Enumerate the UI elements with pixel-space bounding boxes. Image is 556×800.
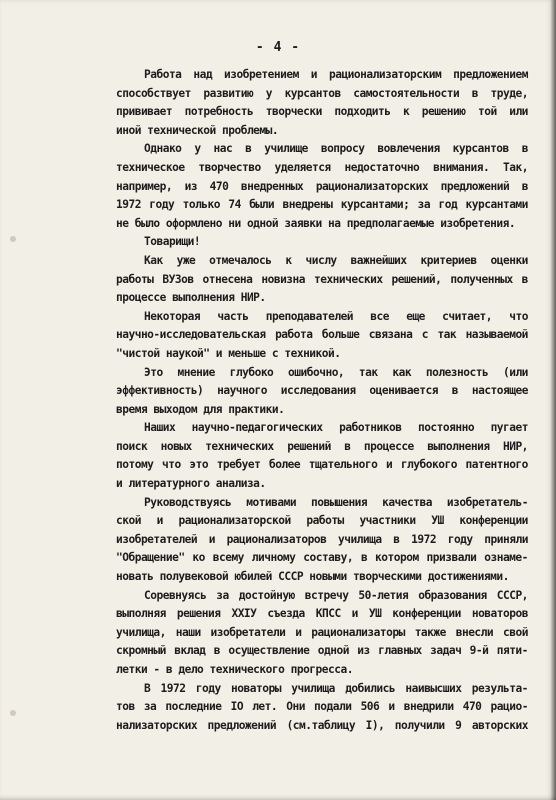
text-line [116,624,528,643]
word: уже [176,253,196,267]
word: вклад [174,644,206,658]
word: лет. [252,700,278,714]
word: 470 [462,700,482,714]
word: приняли [484,532,528,546]
word: или [509,105,528,119]
word: и [388,700,395,714]
word: полученных [450,272,513,286]
word: у [265,86,273,100]
word: внимания. [433,160,490,174]
word: работы [116,272,154,286]
word: и [208,532,215,546]
word: научно-педагогических [191,421,323,435]
word: называемой [465,328,528,342]
word: внедренных [240,179,304,193]
word: и [295,625,302,639]
text-line [116,642,528,661]
word: Некоторая [144,309,201,323]
word: 74 [228,198,241,212]
word: техническое [116,160,185,174]
text-line [116,661,528,680]
word: часть [217,309,249,323]
word: как [392,365,412,379]
text-line [116,698,528,717]
word: осуществление [228,644,310,658]
word: Руководствуясь [144,495,232,509]
binder-hole-mark [10,710,16,716]
word: 1972 [160,681,186,695]
word: критериев [420,253,477,267]
word: рационализаторов [226,532,327,546]
word: в [471,86,479,100]
word: только [182,198,221,212]
text-line [116,475,528,494]
text-line [116,401,528,420]
word: IO [230,700,244,714]
text-line [116,85,528,104]
text-line [116,122,528,141]
word: УШ [431,514,444,528]
text-line [116,196,528,215]
text-line [116,326,528,345]
word: труде, [490,86,528,100]
word: были [249,198,275,212]
word: изобретатель- [446,495,528,509]
word: из [184,179,198,193]
text-line [116,382,528,401]
text-line [116,289,528,308]
word: еще [406,309,425,323]
word: с [421,328,429,342]
word: подали [314,700,352,714]
word: рационализаторским [328,68,442,81]
word: подходить [334,105,391,119]
page-number: - 4 - [255,40,301,55]
word: например, [116,179,173,193]
binder-hole-mark [10,236,16,242]
word: эффективность) [116,384,204,398]
text-line [116,531,528,550]
text-line [116,438,528,457]
word: к [285,253,292,267]
word: и [351,607,358,621]
word: В [144,681,151,695]
text-line [116,159,528,178]
word: рационализаторских [315,179,429,193]
word: тщательного [308,458,378,472]
word: I), [365,718,385,732]
word: все [370,309,389,323]
word: училища, [116,625,166,639]
word: изобретатели [210,625,286,639]
word: требует [216,458,261,472]
word: пяти- [496,644,528,658]
word: составу, [303,551,354,565]
word: 470 [209,179,229,193]
word: 1972 [116,198,141,212]
text-line [116,66,528,85]
word: и [385,458,393,472]
word: связана [368,328,413,342]
word: Работа [144,68,182,81]
word: что [509,309,528,323]
word: оценивается [369,384,438,398]
word: за [143,700,157,714]
text-line [116,308,528,327]
word: в [213,644,221,658]
word: рационализаторы [311,625,405,639]
word: преподавателей [265,309,354,323]
word: важнейших [350,253,407,267]
text-line [116,494,528,513]
word: ской [116,514,141,528]
word: внесли [455,625,494,639]
word: считает, [442,309,493,323]
text-line [116,680,528,699]
word: в [521,179,528,193]
word: призвали [426,551,477,565]
word: отнесена [202,272,253,286]
text-line [116,419,528,438]
text-line-content: и литературного анализа. [116,477,266,491]
word: конференции [459,514,528,528]
text-line-content: "чистой наукой" и меньше с техникой. [116,346,341,360]
word: у [194,142,201,156]
word: более [268,458,301,472]
text-line [116,717,528,736]
word: выполняя [116,607,166,621]
word: настоящее [471,384,528,398]
page-edge-shadow [550,0,556,800]
word: наивысших [405,681,462,695]
text-line-content: новать полувековой юбилей СССР новыми творческими достижениями. [116,570,509,584]
word: рацио- [490,700,528,714]
word: работников [339,421,402,435]
word: в [245,142,252,156]
word: уделяется [274,160,331,174]
word: внедрены [282,198,333,212]
word: добились [345,681,396,695]
word: ко [192,551,205,565]
word: личному [251,551,296,565]
word: нас [213,142,233,156]
text-line [116,345,528,364]
text-line [116,364,528,383]
word: нализаторских [116,718,198,732]
word: оценки [490,253,528,267]
text-line-content: не было оформлено ни одной заявки на предполагаемые изобретения. [116,216,516,230]
word: научного [217,384,267,398]
word: полезность [425,365,489,379]
word: самостоятельности [353,86,460,100]
word: вовлечения [377,142,440,156]
word: (см.таблицу [286,718,356,732]
word: развитию [203,86,254,100]
text-line [116,512,528,531]
word: в [393,532,400,546]
word: наши [175,625,201,639]
word: в [521,272,528,286]
word: потому [116,458,154,472]
word: в [360,551,368,565]
word: курсантами; [340,198,410,212]
word: отмечалось [209,253,272,267]
word: Так, [503,160,528,174]
word: новаторов [471,607,528,621]
word: 9-й [469,644,489,658]
word: (или [502,365,528,379]
word: прививает [116,105,173,119]
word: пугает [490,421,528,435]
word: вопросу [320,142,365,156]
word: к [403,105,410,119]
word: образования [418,588,487,602]
text-line [116,103,528,122]
word: училище [264,142,308,156]
word: процессе [363,439,414,453]
word: над [193,68,213,81]
word: изобретателей [116,532,198,546]
word: курсантов [452,142,509,156]
word: рационализаторской [178,514,291,528]
word: той [477,105,497,119]
word: скромный [116,644,166,658]
word: изобретением [224,68,299,81]
word: ознаме- [484,551,528,565]
word: работы [306,514,344,528]
text-line [116,605,528,624]
word: решению [421,105,466,119]
word: Как [144,253,163,267]
text-line-content: Товарищи! [144,235,201,249]
word: за [417,198,431,212]
word: так [437,328,457,342]
word: выполнения [427,439,490,453]
word: творчески [265,105,322,119]
text-line [116,549,528,568]
text-line [116,587,528,606]
word: конференции [392,607,461,621]
word: что [162,458,181,472]
text-line-content: иной технической проблемы. [116,123,279,137]
word: встречу [304,588,349,602]
text-line-content: процессе выполнения НИР. [116,291,266,305]
word: исследования [280,384,356,398]
word: результа- [471,681,528,695]
text-line [116,233,528,252]
text-line [116,252,528,271]
word: мнение [177,365,215,379]
word: УШ [368,607,382,621]
word: Соревнуясь [144,588,207,602]
word: 50-летия [358,588,409,602]
word: курсантов [284,86,341,100]
word: ВУЗов [162,272,194,286]
text-line [116,178,528,197]
word: ХХIУ [231,607,257,621]
word: котором [375,551,419,565]
text-line [116,271,528,290]
text-line [116,140,528,159]
word: новаторы [231,681,281,695]
word: творчество [198,160,261,174]
word: 9 [455,718,462,732]
word: последние [165,700,222,714]
word: году [195,681,221,695]
word: Однако [144,142,182,156]
word: в [451,384,459,398]
text-line [116,215,528,234]
word: Это [144,365,163,379]
word: свой [502,625,528,639]
word: глубоко [229,365,274,379]
word: за [216,588,229,602]
word: 506 [360,700,380,714]
word: в [521,142,528,156]
word: и [156,514,163,528]
word: постоянно [417,421,475,435]
word: работа [275,328,313,342]
word: и [310,68,318,81]
word: всему [212,551,244,565]
word: году [149,198,175,212]
word: получили [394,718,445,732]
word: главных [378,644,422,658]
word: ошибочно, [288,365,345,379]
word: технических [205,439,274,453]
word: Они [286,700,305,714]
word: патентного [465,458,528,472]
word: году [447,532,473,546]
word: технических [313,272,383,286]
word: качества [382,495,432,509]
word: потребность [184,105,254,119]
word: задач [430,644,462,658]
word: это [189,458,209,472]
word: из [357,644,370,658]
word: так [358,365,378,379]
word: КПСС [315,607,341,621]
word: недостаточно [344,160,420,174]
word: мотивами [246,495,297,509]
word: год [438,198,458,212]
word: решений, [391,272,442,286]
word: тов [116,700,135,714]
word: участники [359,514,416,528]
word: съезда [267,607,305,621]
word: училища [291,681,335,695]
word: поиск [116,439,148,453]
word: училища [337,532,382,546]
text-line-content: время выходом для практики. [116,402,285,416]
word: 1972 [411,532,437,546]
word: повышения [311,495,368,509]
word: внедрили [403,700,454,714]
word: также [414,625,446,639]
word: СССР, [496,588,528,602]
word: предложений [207,718,277,732]
word: числу [305,253,337,267]
word: Наших [144,421,176,435]
word: глубокого [400,458,457,472]
document-body-text [116,66,528,735]
word: новых [160,439,192,453]
word: способствует [116,86,191,100]
text-line-content: летки - в дело технического прогресса. [116,663,353,676]
word: НИР, [502,439,528,453]
text-line [116,456,528,475]
word: решения [176,607,221,621]
word: достойную [238,588,295,602]
word: курсантами [465,198,528,212]
word: новизна [261,272,306,286]
word: предложением [453,68,528,81]
word: "Обращение" [116,551,185,565]
word: решений [287,439,331,453]
word: предложений [440,179,510,193]
word: авторских [471,718,528,732]
word: научно-исследовательская [116,328,266,342]
word: больше [321,328,360,342]
word: одной [317,644,349,658]
word: в [344,439,351,453]
text-line [116,568,528,587]
